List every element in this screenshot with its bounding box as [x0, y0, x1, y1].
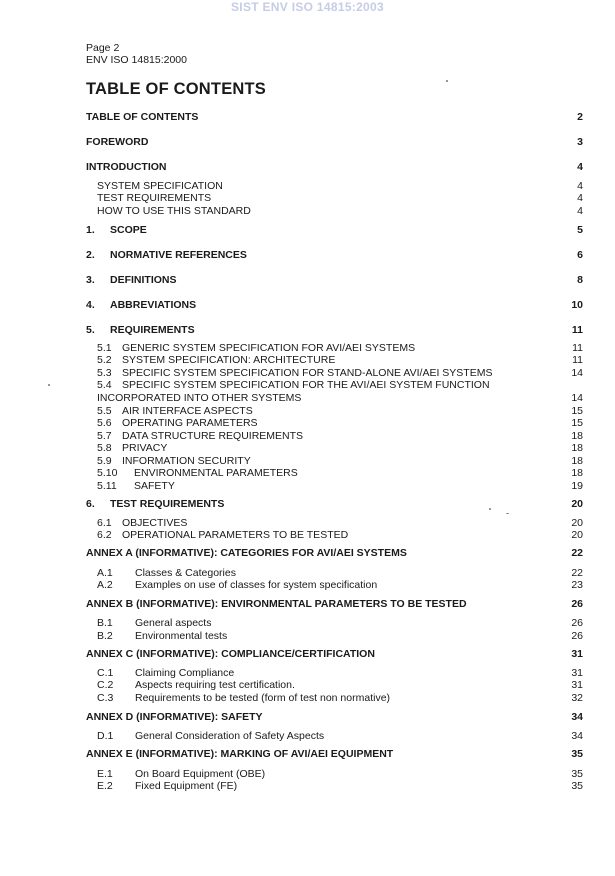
toc-label: Fixed Equipment (FE) — [135, 780, 238, 792]
toc-label: OPERATING PARAMETERS — [122, 417, 258, 429]
toc-number: 5.4 — [97, 379, 112, 391]
toc-label: DATA STRUCTURE REQUIREMENTS — [122, 430, 304, 442]
toc-page: 34 — [571, 711, 583, 723]
toc-page: 6 — [577, 249, 583, 261]
toc-label: ANNEX E (INFORMATIVE): MARKING OF AVI/AEI EQUIPMENT — [86, 748, 394, 760]
toc-entry — [0, 691, 615, 705]
toc-entry — [0, 466, 615, 480]
toc-label: OBJECTIVES — [122, 517, 188, 529]
toc-entry — [0, 616, 615, 630]
toc-label: AIR INTERFACE ASPECTS — [122, 405, 253, 417]
toc-entry — [0, 223, 615, 237]
toc-entry — [0, 747, 615, 761]
toc-number: 3. — [86, 274, 95, 286]
toc-label: ENVIRONMENTAL PARAMETERS — [134, 467, 298, 479]
toc-label: GENERIC SYSTEM SPECIFICATION FOR AVI/AEI SYSTEMS — [122, 342, 416, 354]
toc-entry — [0, 678, 615, 692]
toc-number: 5.6 — [97, 417, 112, 429]
toc-page: 34 — [571, 730, 583, 742]
toc-page: 35 — [571, 768, 583, 780]
toc-page: 23 — [571, 579, 583, 591]
toc-entry — [0, 729, 615, 743]
toc-entry — [0, 546, 615, 560]
toc-page: 14 — [571, 367, 583, 379]
toc-page: 22 — [571, 567, 583, 579]
toc-label: SAFETY — [134, 480, 175, 492]
toc-page: 11 — [572, 342, 583, 354]
toc-page: 20 — [571, 529, 583, 541]
toc-label: SYSTEM SPECIFICATION: ARCHITECTURE — [122, 354, 336, 366]
toc-entry — [0, 779, 615, 793]
toc-page: 20 — [571, 498, 583, 510]
toc-page: 4 — [577, 205, 583, 217]
scan-speck — [489, 508, 491, 510]
toc-label: General Consideration of Safety Aspects — [135, 730, 325, 742]
toc-label: ANNEX D (INFORMATIVE): SAFETY — [86, 711, 263, 723]
toc-number: 5.1 — [97, 342, 112, 354]
toc-entry — [0, 191, 615, 205]
toc-label: FOREWORD — [86, 136, 149, 148]
toc-page: 18 — [571, 455, 583, 467]
toc-number: 4. — [86, 299, 95, 311]
toc-label: General aspects — [135, 617, 212, 629]
toc-entry — [0, 647, 615, 661]
toc-label: INFORMATION SECURITY — [122, 455, 251, 467]
toc-label: Classes & Categories — [135, 567, 236, 579]
toc-number: 6. — [86, 498, 95, 510]
toc-page: 14 — [571, 392, 583, 404]
toc-entry — [0, 479, 615, 493]
toc-number: C.3 — [97, 692, 114, 704]
toc-entry — [0, 204, 615, 218]
toc-label: DEFINITIONS — [110, 274, 177, 286]
toc-entry — [0, 710, 615, 724]
toc-number: 5.8 — [97, 442, 112, 454]
toc-label: SPECIFIC SYSTEM SPECIFICATION FOR STAND-ALONE AVI/AEI SYSTEMS — [122, 367, 493, 379]
toc-page: 11 — [571, 324, 583, 336]
toc-page: 26 — [571, 617, 583, 629]
toc-label: SYSTEM SPECIFICATION — [97, 180, 223, 192]
toc-number: 5.3 — [97, 367, 112, 379]
toc-number: E.2 — [97, 780, 113, 792]
toc-entry — [0, 497, 615, 511]
toc-page: 10 — [571, 299, 583, 311]
toc-entry — [0, 416, 615, 430]
toc-page: 22 — [571, 547, 583, 559]
toc-entry — [0, 353, 615, 367]
toc-entry — [0, 578, 615, 592]
toc-page: 18 — [571, 467, 583, 479]
toc-label: On Board Equipment (OBE) — [135, 768, 266, 780]
watermark: SIST ENV ISO 14815:2003 — [231, 0, 384, 14]
toc-label: OPERATIONAL PARAMETERS TO BE TESTED — [122, 529, 349, 541]
toc-entry — [0, 110, 615, 124]
toc-number: 5.7 — [97, 430, 112, 442]
toc-label: REQUIREMENTS — [110, 324, 195, 336]
toc-number: B.2 — [97, 630, 113, 642]
toc-label: Claiming Compliance — [135, 667, 235, 679]
toc-label: ANNEX C (INFORMATIVE): COMPLIANCE/CERTIFICATION — [86, 648, 375, 660]
toc-page: 2 — [577, 111, 583, 123]
toc-page: 4 — [577, 180, 583, 192]
toc-entry — [0, 391, 615, 405]
toc-page: 26 — [571, 630, 583, 642]
toc-label: PRIVACY — [122, 442, 168, 454]
toc-page: 31 — [571, 648, 583, 660]
scan-speck — [506, 513, 509, 514]
toc-page: 8 — [577, 274, 583, 286]
toc-number: 5.2 — [97, 354, 112, 366]
toc-page: 31 — [571, 679, 583, 691]
toc-number: 5.10 — [97, 467, 118, 479]
toc-number: 6.1 — [97, 517, 112, 529]
toc-label: ANNEX B (INFORMATIVE): ENVIRONMENTAL PARAMETERS TO BE TESTED — [86, 598, 467, 610]
toc-label: TEST REQUIREMENTS — [110, 498, 225, 510]
toc-number: E.1 — [97, 768, 113, 780]
toc-page: 3 — [577, 136, 583, 148]
toc-number: D.1 — [97, 730, 114, 742]
toc-entry — [0, 528, 615, 542]
toc-page: 5 — [577, 224, 583, 236]
toc-number: 5.5 — [97, 405, 112, 417]
toc-page: 18 — [571, 442, 583, 454]
toc-label: SCOPE — [110, 224, 147, 236]
toc-entry — [0, 248, 615, 262]
toc-number: C.1 — [97, 667, 114, 679]
toc-entry — [0, 629, 615, 643]
toc-number: 5.9 — [97, 455, 112, 467]
toc-label: Environmental tests — [135, 630, 228, 642]
toc-page: 15 — [571, 405, 583, 417]
toc-label: Requirements to be tested (form of test non normative) — [135, 692, 391, 704]
toc-number: A.1 — [97, 567, 113, 579]
toc-label: TEST REQUIREMENTS — [97, 192, 212, 204]
toc-label: ABBREVIATIONS — [110, 299, 197, 311]
toc-number: A.2 — [97, 579, 113, 591]
toc-page: 15 — [571, 417, 583, 429]
toc-entry — [0, 323, 615, 337]
toc-page: 32 — [571, 692, 583, 704]
toc-page: 18 — [571, 430, 583, 442]
page-title: TABLE OF CONTENTS — [86, 80, 267, 98]
toc-label: Aspects requiring test certification. — [135, 679, 295, 691]
toc-page: 35 — [571, 748, 583, 760]
toc-label: Examples on use of classes for system specification — [135, 579, 378, 591]
toc-page: 4 — [577, 192, 583, 204]
toc-entry — [0, 298, 615, 312]
toc-label: INTRODUCTION — [86, 161, 167, 173]
toc-number: 1. — [86, 224, 95, 236]
toc-number: C.2 — [97, 679, 114, 691]
toc-page: 19 — [571, 480, 583, 492]
scan-speck — [446, 80, 448, 82]
toc-page: 31 — [571, 667, 583, 679]
toc-label: NORMATIVE REFERENCES — [110, 249, 247, 261]
toc-entry — [0, 273, 615, 287]
toc-number: B.1 — [97, 617, 113, 629]
toc-number: 6.2 — [97, 529, 112, 541]
toc-number: 5.11 — [97, 480, 117, 492]
toc-entry — [0, 597, 615, 611]
toc-number: 5. — [86, 324, 95, 336]
toc-label: ANNEX A (INFORMATIVE): CATEGORIES FOR AVI/AEI SYSTEMS — [86, 547, 407, 559]
standard-id: ENV ISO 14815:2000 — [86, 54, 187, 66]
toc-label: INCORPORATED INTO OTHER SYSTEMS — [97, 392, 302, 404]
toc-entry — [0, 160, 615, 174]
toc-page: 26 — [571, 598, 583, 610]
toc-entry — [0, 378, 615, 392]
scan-speck — [48, 384, 50, 386]
toc-page: 20 — [571, 517, 583, 529]
toc-entry — [0, 441, 615, 455]
toc-page: 4 — [577, 161, 583, 173]
toc-label: TABLE OF CONTENTS — [86, 111, 199, 123]
toc-entry — [0, 135, 615, 149]
toc-number: 2. — [86, 249, 95, 261]
toc-page: 11 — [572, 354, 583, 366]
page-label: Page 2 — [86, 42, 120, 54]
toc-page: 35 — [571, 780, 583, 792]
toc-label: HOW TO USE THIS STANDARD — [97, 205, 251, 217]
toc-label: SPECIFIC SYSTEM SPECIFICATION FOR THE AVI/AEI SYSTEM FUNCTION — [122, 379, 490, 391]
